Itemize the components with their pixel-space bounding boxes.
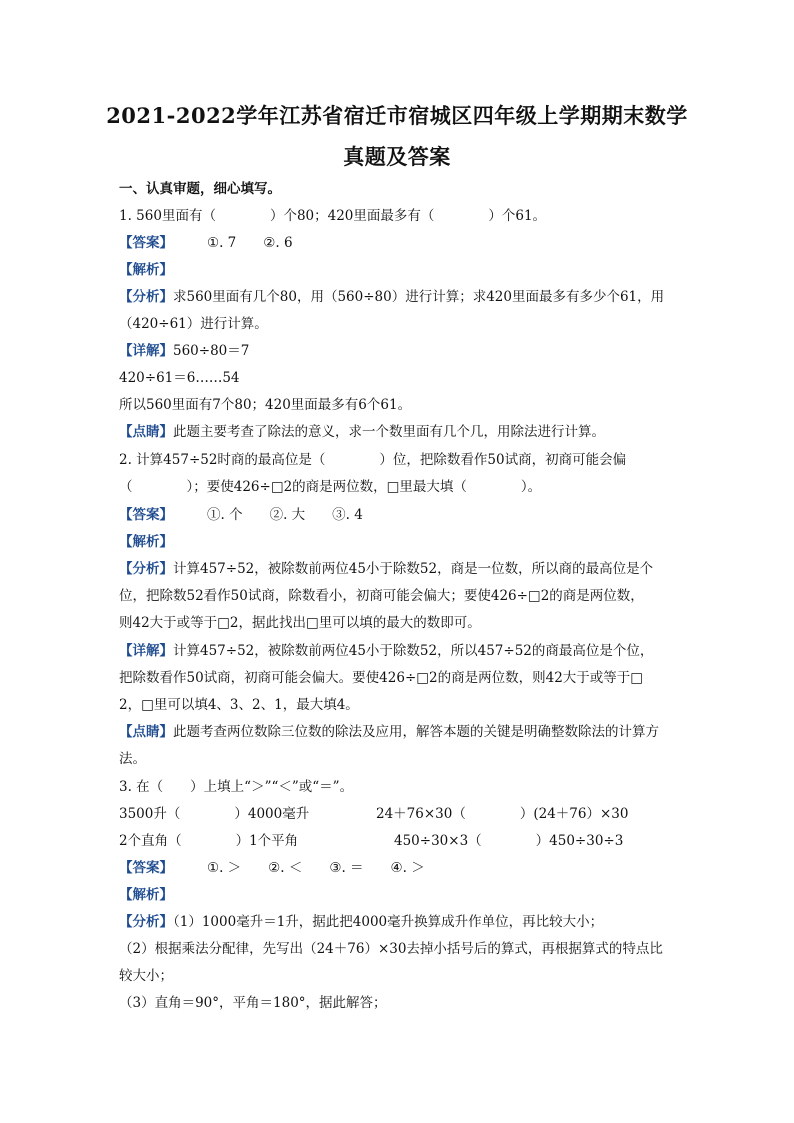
section-heading: 一、认真审题，细心填写。 xyxy=(119,181,281,197)
q3-stem: 3. 在（ ）上填上“＞”“＜”或“＝”。 xyxy=(119,779,354,795)
fenxi-tag: 【分析】 xyxy=(119,561,173,577)
q3-row1-left: 3500升（ ）4000毫升 xyxy=(119,806,310,822)
q2-detail-3: 2，□里可以填4、3、2、1，最大填4。 xyxy=(119,697,359,713)
q2-review-1 xyxy=(119,723,659,741)
q2-fenxi-text-1: 计算457÷52，被除数前两位45小于除数52，商是一位数，所以商的最高位是个 xyxy=(173,561,654,577)
q1-fenxi-text-1: 求560里面有几个80，用（560÷80）进行计算；求420里面最多有多少个61，用 xyxy=(173,289,665,305)
q1-fenxi-2: （420÷61）进行计算。 xyxy=(119,316,268,332)
q3-row2-left: 2个直角（ ）1个平角 xyxy=(119,833,299,849)
q1-answer xyxy=(119,234,293,252)
q3-answer xyxy=(119,859,425,877)
fenxi-tag: 【分析】 xyxy=(119,289,173,305)
q3-fenxi-4: （3）直角＝90°，平角＝180°，据此解答； xyxy=(119,995,387,1011)
q1-review xyxy=(119,423,605,441)
answer-tag: 【答案】 xyxy=(119,235,173,251)
q2-stem-1: 2. 计算457÷52时商的最高位是（ ）位，把除数看作50试商，初商可能会偏 xyxy=(119,452,627,468)
q2-review-text-1: 此题考查两位数除三位数的除法及应用，解答本题的关键是明确整数除法的计算方 xyxy=(173,724,659,740)
detail-tag: 【详解】 xyxy=(119,343,173,359)
q1-stem: 1. 560里面有（ ）个80；420里面最多有（ ）个61。 xyxy=(119,208,547,224)
q3-fenxi-1 xyxy=(119,913,603,931)
q1-analysis-tag: 【解析】 xyxy=(119,262,173,278)
q1-detail-1 xyxy=(119,342,249,360)
q1-detail-2: 420÷61＝6……54 xyxy=(119,370,240,386)
document-title-line2: 真题及答案 xyxy=(343,144,451,169)
q2-fenxi-3: 则42大于或等于□2，据此找出□里可以填的最大的数即可。 xyxy=(119,615,481,631)
q1-fenxi-1 xyxy=(119,288,664,306)
q2-fenxi-1 xyxy=(119,560,653,578)
q3-fenxi-3: 较大小； xyxy=(119,968,173,984)
detail-tag: 【详解】 xyxy=(119,643,173,659)
document-title-line1: 2021-2022学年江苏省宿迁市宿城区四年级上学期期末数学 xyxy=(106,103,688,128)
q2-review-2: 法。 xyxy=(119,751,146,767)
q3-row1-right: 24＋76×30（ ）(24＋76）×30 xyxy=(376,806,629,822)
answer-tag: 【答案】 xyxy=(119,860,173,876)
q1-answer-values: ①. 7 ②. 6 xyxy=(207,235,293,251)
review-tag: 【点睛】 xyxy=(119,724,173,740)
q2-analysis-tag: 【解析】 xyxy=(119,534,173,550)
q2-stem-2: （ ）；要使426÷□2的商是两位数，□里最大填（ ）。 xyxy=(119,479,542,495)
q2-detail-1 xyxy=(119,642,653,660)
q2-answer-values: ①. 个 ②. 大 ③. 4 xyxy=(207,507,363,523)
q1-review-text: 此题主要考查了除法的意义，求一个数里面有几个几，用除法进行计算。 xyxy=(173,424,605,440)
review-tag: 【点睛】 xyxy=(119,424,173,440)
q3-fenxi-text-1: （1）1000毫升＝1升，据此把4000毫升换算成升作单位，再比较大小； xyxy=(173,914,604,930)
q2-answer xyxy=(119,506,363,524)
q3-analysis-tag: 【解析】 xyxy=(119,887,173,903)
q3-answer-values: ①. ＞ ②. ＜ ③. ＝ ④. ＞ xyxy=(207,860,425,876)
answer-tag: 【答案】 xyxy=(119,507,173,523)
q2-detail-2: 把除数看作50试商，初商可能会偏大。要使426÷□2的商是两位数，则42大于或等于□ xyxy=(119,670,644,686)
q2-fenxi-2: 位，把除数52看作50试商，除数看小，初商可能会偏大；要使426÷□2的商是两位数， xyxy=(119,588,644,604)
q1-detail-3: 所以560里面有7个80；420里面最多有6个61。 xyxy=(119,397,412,413)
q3-fenxi-2: （2）根据乘法分配律，先写出（24＋76）×30去掉小括号后的算式，再根据算式的特点比 xyxy=(119,941,663,957)
q1-detail-text-1: 560÷80＝7 xyxy=(173,343,250,359)
q3-row2-right: 450÷30×3（ ）450÷30÷3 xyxy=(394,833,624,849)
q2-detail-text-1: 计算457÷52，被除数前两位45小于除数52，所以457÷52的商最高位是个位， xyxy=(173,643,654,659)
fenxi-tag: 【分析】 xyxy=(119,914,173,930)
